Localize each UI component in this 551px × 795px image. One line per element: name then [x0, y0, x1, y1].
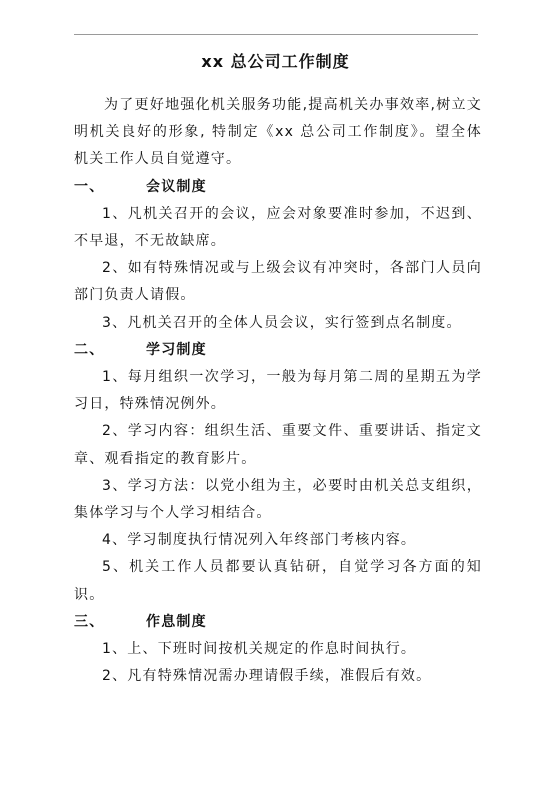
section-title: 会议制度	[146, 178, 207, 195]
study-item-5: 5、机关工作人员都要认真钻研，自觉学习各方面的知识。	[74, 559, 482, 603]
meeting-item-3: 3、凡机关召开的全体人员会议，实行签到点名制度。	[102, 314, 462, 331]
document-body	[74, 92, 482, 690]
section-number: 一、	[74, 178, 105, 195]
section-heading-schedule	[74, 609, 482, 636]
schedule-item-2: 2、凡有特殊情况需办理请假手续，准假后有效。	[102, 668, 432, 685]
header-rule	[74, 34, 478, 35]
section-title: 作息制度	[146, 613, 207, 630]
section-number: 三、	[74, 613, 105, 630]
section-heading-study	[74, 337, 482, 364]
study-item-2: 2、学习内容：组织生活、重要文件、重要讲话、指定文章、观看指定的教育影片。	[74, 423, 482, 467]
document-title: xx 总公司工作制度	[201, 52, 350, 71]
section-number: 二、	[74, 341, 105, 358]
meeting-item-2: 2、如有特殊情况或与上级会议有冲突时，各部门人员向部门负责人请假。	[74, 260, 482, 304]
section-title: 学习制度	[146, 341, 207, 358]
section-heading-meeting	[74, 174, 482, 201]
study-item-3: 3、学习方法：以党小组为主，必要时由机关总支组织，集体学习与个人学习相结合。	[74, 477, 482, 522]
schedule-item-1: 1、上、下班时间按机关规定的作息时间执行。	[102, 641, 417, 658]
intro-paragraph: 为了更好地强化机关服务功能,提高机关办事效率,树立文明机关良好的形象, 特制定《xx 总公司工作制度》。望全体机关工作人员自觉遵守。	[74, 97, 482, 168]
study-item-4: 4、学习制度执行情况列入年终部门考核内容。	[102, 532, 417, 549]
meeting-item-1: 1、凡机关召开的会议，应会对象要准时参加，不迟到、不早退，不无故缺席。	[74, 205, 482, 250]
study-item-1: 1、每月组织一次学习，一般为每月第二周的星期五为学习日，特殊情况例外。	[74, 369, 482, 413]
